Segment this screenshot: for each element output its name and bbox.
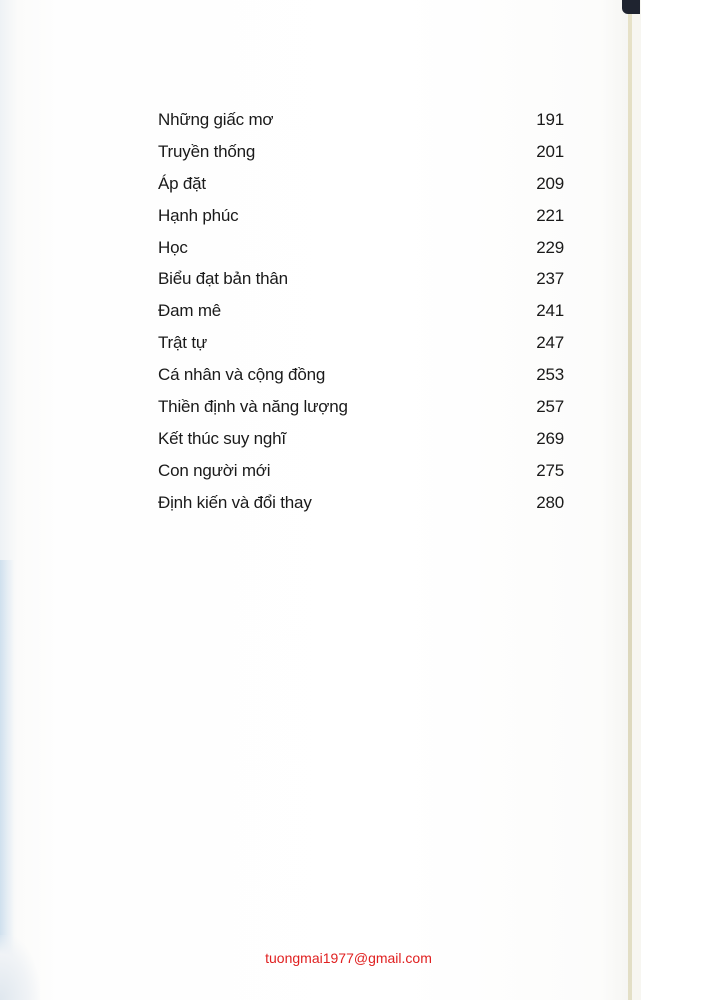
page-edge-inner — [632, 0, 641, 1000]
footer-email: tuongmai1977@gmail.com — [265, 950, 432, 966]
toc-title: Kết thúc suy nghĩ — [158, 428, 286, 448]
spine-shadow — [0, 560, 14, 1000]
toc-title: Thiền định và năng lượng — [158, 397, 348, 417]
toc-page-number: 253 — [536, 365, 564, 385]
toc-title: Hạnh phúc — [158, 205, 239, 225]
toc-title: Trật tự — [158, 333, 208, 353]
toc-page-number: 209 — [536, 173, 564, 193]
toc-title: Đam mê — [158, 301, 222, 321]
page-curl — [0, 935, 40, 1000]
toc-entry — [158, 174, 564, 206]
toc-entry — [158, 397, 564, 429]
toc-page-number: 237 — [536, 269, 564, 289]
toc-title: Học — [158, 237, 188, 257]
toc-entry — [158, 142, 564, 174]
page-margin-right — [641, 0, 707, 1000]
toc-title: Những giấc mơ — [158, 110, 274, 129]
toc-entry — [158, 493, 564, 525]
toc-title: Biểu đạt bản thân — [158, 269, 288, 289]
toc-entry — [158, 429, 564, 461]
toc-page-number: 229 — [536, 237, 564, 257]
toc-page-number: 247 — [536, 333, 564, 353]
toc-page-number: 201 — [536, 141, 564, 161]
toc-page-number: 241 — [536, 301, 564, 321]
toc-title: Truyền thống — [158, 141, 256, 161]
toc-title: Áp đặt — [158, 173, 206, 193]
toc-page-number: 280 — [536, 492, 564, 512]
toc-page-number: 221 — [536, 205, 564, 225]
toc-page-number: 269 — [536, 428, 564, 448]
toc-page-number: 275 — [536, 460, 564, 480]
cover-corner — [622, 0, 640, 14]
table-of-contents — [158, 110, 564, 525]
toc-title: Cá nhân và cộng đồng — [158, 365, 326, 385]
toc-page-number: 257 — [536, 397, 564, 417]
toc-entry — [158, 461, 564, 493]
toc-title: Con người mới — [158, 460, 271, 480]
toc-page-number: 191 — [536, 110, 564, 129]
toc-entry — [158, 301, 564, 333]
toc-entry — [158, 206, 564, 238]
toc-entry — [158, 238, 564, 270]
toc-entry — [158, 269, 564, 301]
toc-title: Định kiến và đổi thay — [158, 492, 312, 512]
toc-entry — [158, 333, 564, 365]
toc-entry — [158, 110, 564, 142]
toc-entry — [158, 365, 564, 397]
